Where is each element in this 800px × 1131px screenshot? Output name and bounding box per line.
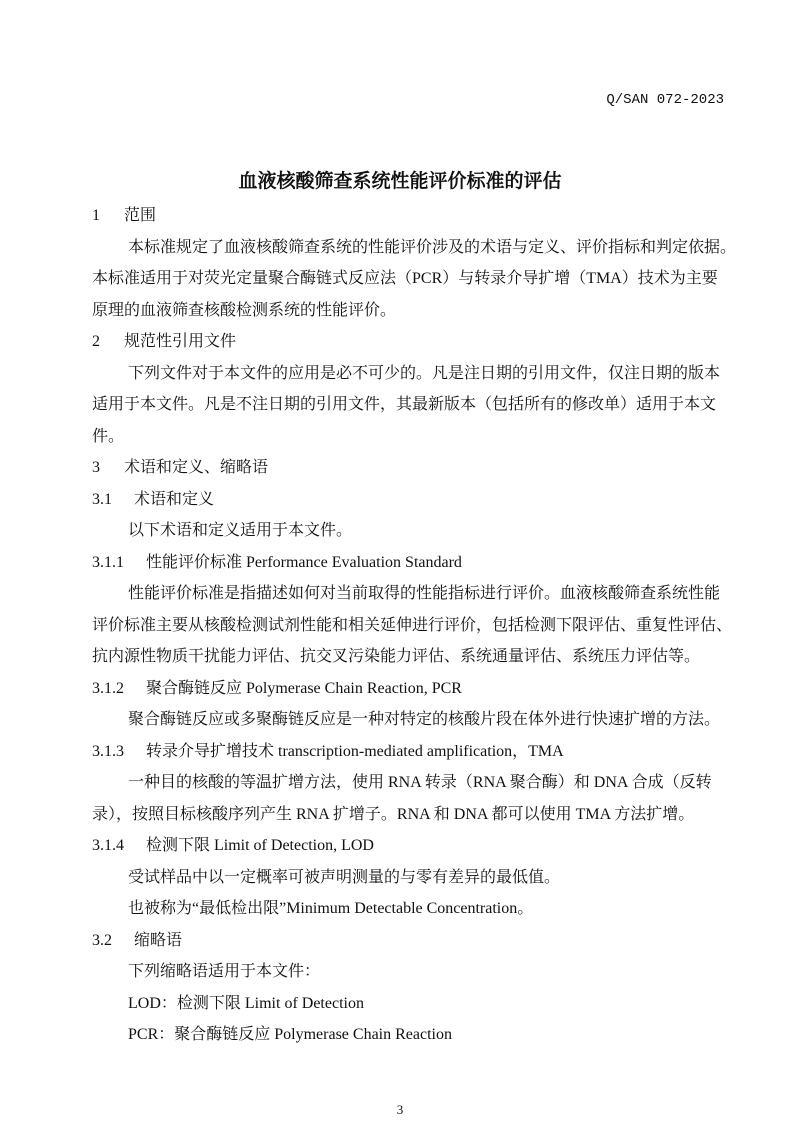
paragraph-line: 原理的血液筛查核酸检测系统的性能评价。 bbox=[92, 301, 397, 319]
paragraph-line: 聚合酶链反应或多聚酶链反应是一种对特定的核酸片段在体外进行快速扩增的方法。 bbox=[128, 711, 721, 728]
page-number: 3 bbox=[396, 1102, 404, 1117]
section-title: 范围 bbox=[124, 207, 157, 224]
document-body bbox=[92, 200, 782, 1051]
section-title: 性能评价标准 Performance Evaluation Standard bbox=[146, 553, 462, 571]
section-title: 术语和定义、缩略语 bbox=[124, 459, 269, 476]
paragraph-line: 适用于本文件。凡是不注日期的引用文件，其最新版本（包括所有的修改单）适用于本文 bbox=[92, 396, 717, 413]
paragraph-line: 受试样品中以一定概率可被声明测量的与零有差异的最低值。 bbox=[128, 868, 561, 886]
paragraph-line: 本标准适用于对荧光定量聚合酶链式反应法（PCR）与转录介导扩增（TMA）技术为主要 bbox=[92, 270, 718, 287]
section-number: 3.1.2 bbox=[92, 679, 124, 697]
section-heading-2 bbox=[92, 326, 782, 358]
paragraph-line: 下列缩略语适用于本文件： bbox=[128, 963, 321, 980]
section-title: 转录介导扩增技术 transcription-mediated amplification，TMA bbox=[146, 742, 564, 760]
section-title: 术语和定义 bbox=[134, 490, 215, 508]
section-number: 2 bbox=[92, 333, 100, 350]
section-heading-3-1-3 bbox=[92, 736, 782, 768]
section-number: 3 bbox=[92, 459, 100, 476]
paragraph-line: 也被称为“最低检出限”Minimum Detectable Concentration。 bbox=[128, 900, 534, 917]
section-heading-1 bbox=[92, 200, 782, 232]
page-title: 血液核酸筛查系统性能评价标准的评估 bbox=[238, 170, 562, 192]
section-number: 3.1.3 bbox=[92, 742, 124, 760]
paragraph-line: 一种目的核酸的等温扩增方法，使用 RNA 转录（RNA 聚合酶）和 DNA 合成（反转 bbox=[128, 774, 712, 791]
paragraph-line: 录），按照目标核酸序列产生 RNA 扩增子。RNA 和 DNA 都可以使用 TMA 方法扩增。 bbox=[92, 805, 695, 823]
section-number: 3.2 bbox=[92, 931, 112, 949]
paragraph-line: 以下术语和定义适用于本文件。 bbox=[128, 522, 353, 539]
section-heading-3-2 bbox=[92, 925, 782, 957]
section-title: 规范性引用文件 bbox=[124, 333, 237, 350]
section-heading-3-1-1 bbox=[92, 547, 782, 579]
section-number: 3.1 bbox=[92, 490, 112, 508]
document-code: Q/SAN 072-2023 bbox=[606, 92, 724, 108]
abbreviation-item: LOD：检测下限 Limit of Detection bbox=[128, 994, 364, 1012]
section-heading-3 bbox=[92, 452, 782, 484]
section-title: 聚合酶链反应 Polymerase Chain Reaction, PCR bbox=[146, 679, 462, 697]
paragraph-line: 抗内源性物质干扰能力评估、抗交叉污染能力评估、系统通量评估、系统压力评估等。 bbox=[92, 648, 701, 665]
section-heading-3-1-4 bbox=[92, 830, 782, 862]
abbreviation-item: PCR：聚合酶链反应 Polymerase Chain Reaction bbox=[128, 1026, 452, 1043]
section-heading-3-1-2 bbox=[92, 673, 782, 705]
section-number: 1 bbox=[92, 207, 100, 224]
section-title: 缩略语 bbox=[134, 931, 183, 949]
paragraph-line: 件。 bbox=[92, 427, 125, 445]
paragraph-line: 下列文件对于本文件的应用是必不可少的。凡是注日期的引用文件，仅注日期的版本 bbox=[128, 364, 721, 382]
paragraph-line: 本标准规定了血液核酸筛查系统的性能评价涉及的术语与定义、评价指标和判定依据。 bbox=[128, 238, 737, 256]
section-number: 3.1.1 bbox=[92, 553, 124, 571]
section-title: 检测下限 Limit of Detection, LOD bbox=[146, 837, 374, 854]
section-number: 3.1.4 bbox=[92, 837, 124, 854]
paragraph-line: 性能评价标准是指描述如何对当前取得的性能指标进行评价。血液核酸筛查系统性能 bbox=[128, 585, 721, 602]
paragraph-line: 评价标准主要从核酸检测试剂性能和相关延伸进行评价，包括检测下限评估、重复性评估、 bbox=[92, 616, 733, 634]
section-heading-3-1 bbox=[92, 484, 782, 516]
